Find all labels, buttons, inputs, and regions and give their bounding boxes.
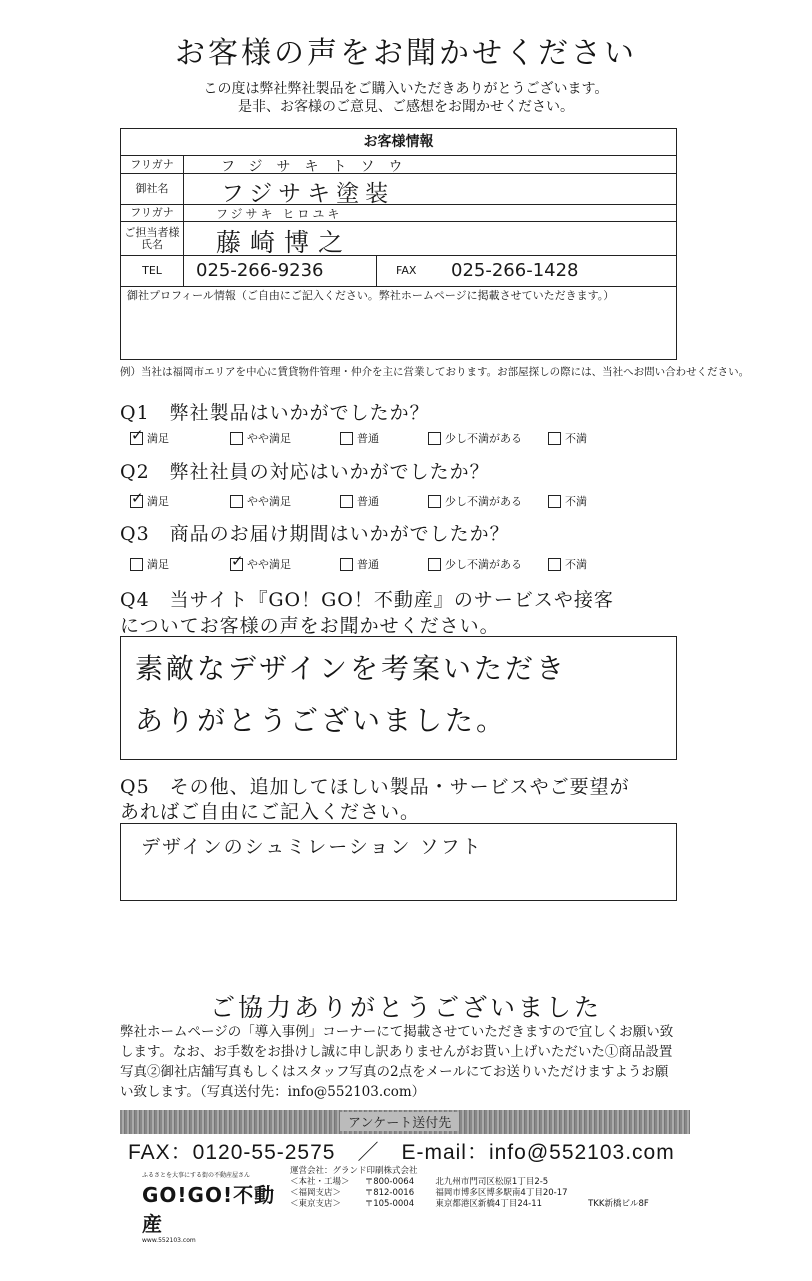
closing-line-4: い致します。（写真送付先：info@552103.com）: [120, 1084, 426, 1100]
person-name-row: [121, 222, 676, 256]
q2-text: Q2 弊社社員の対応はいかがでしたか？: [120, 461, 490, 483]
q2-checkbox-4[interactable]: [428, 495, 441, 508]
company-furigana-row: [121, 156, 676, 174]
q2-option-2: やや満足: [247, 495, 291, 508]
q2-option-5: 不満: [565, 495, 587, 508]
company-info: [290, 1166, 649, 1210]
q4-line-2: についてお客様の声をお聞かせください。: [120, 615, 500, 637]
q5-line-2: あればご自由にご記入ください。: [120, 801, 421, 823]
q4-line-1: Q4 当サイト『GO！GO！不動産』のサービスや接客: [120, 589, 614, 611]
page-title: お客様の声をお聞かせください: [175, 36, 637, 71]
company-label: 御社名: [121, 174, 184, 204]
q2-option-3: 普通: [357, 495, 379, 508]
q3-checkbox-1[interactable]: [130, 558, 143, 571]
info-header: お客様情報: [121, 129, 676, 156]
q3-text: Q3 商品のお届け期間はいかがでしたか？: [120, 523, 510, 545]
q1-option-3: 普通: [357, 432, 379, 445]
q4-answer-line-1: 素敵なデザインを考案いただき: [135, 652, 568, 685]
intro-line-2: 是非、お客様のご意見、ご感想をお聞かせください。: [238, 99, 574, 115]
company-furigana-value[interactable]: フジサキトソウ: [221, 159, 417, 175]
intro-line-1: この度は弊社弊社製品をご購入いただきありがとうございます。: [203, 81, 609, 97]
q3-option-1: 満足: [147, 558, 169, 571]
furigana2-label: フリガナ: [121, 205, 184, 221]
q4-answer-box[interactable]: [120, 636, 677, 760]
q2-checkbox-5[interactable]: [548, 495, 561, 508]
logo: [142, 1170, 280, 1244]
q3-option-2: やや満足: [247, 558, 291, 571]
logo-url: www.552103.com: [142, 1237, 196, 1244]
q1-checkbox-5[interactable]: [548, 432, 561, 445]
fax-label: FAX: [396, 264, 417, 277]
q3-checkbox-5[interactable]: [548, 558, 561, 571]
tel-value[interactable]: 025-266-9236: [196, 260, 324, 281]
q3-option-5: 不満: [565, 558, 587, 571]
closing-text: [120, 1022, 680, 1102]
tel-label: TEL: [121, 256, 184, 286]
company-operator: 運営会社：グランド印刷株式会社: [290, 1166, 418, 1176]
example-note: 例）当社は福岡市エリアを中心に賃貸物件管理・仲介を主に営業しております。お部屋探しの際には、当社へお問い合わせください。: [120, 366, 750, 378]
q2-option-1: 満足: [147, 495, 169, 508]
closing-line-3: 写真②御社店舗写真もしくはスタッフ写真の2点をメールにてお送りいただけますようお願: [120, 1064, 669, 1080]
q1-option-5: 不満: [565, 432, 587, 445]
closing-line-2: します。なお、お手数をお掛けし誠に申し訳ありませんがお貰い上げいただいた①商品設置: [120, 1044, 673, 1060]
profile-area[interactable]: [121, 287, 676, 359]
q3-checkbox-3[interactable]: [340, 558, 353, 571]
strip-label: アンケート送付先: [340, 1112, 459, 1131]
q5-answer-box[interactable]: [120, 823, 677, 901]
q2-checkbox-3[interactable]: [340, 495, 353, 508]
company-row-3: ＜東京支店＞ 〒105-0004 東京都港区新橋4丁目24-11 TKK新橋ビル8F: [290, 1199, 649, 1209]
send-to-strip: [120, 1110, 690, 1134]
q2-option-4: 少し不満がある: [445, 495, 522, 508]
q1-option-4: 少し不満がある: [445, 432, 522, 445]
q3-checkbox-4[interactable]: [428, 558, 441, 571]
q5-line-1: Q5 その他、追加してほしい製品・サービスやご要望が: [120, 776, 630, 798]
q2-checkbox-2[interactable]: [230, 495, 243, 508]
q5-answer: デザインのシュミレーション ソフト: [141, 836, 483, 858]
person-furigana-row: [121, 205, 676, 222]
company-name-value[interactable]: フジサキ塗装: [221, 181, 395, 207]
q1-checkbox-1[interactable]: [130, 432, 143, 445]
company-row-1: ＜本社・工場＞ 〒800-0064 北九州市門司区松原1丁目2-5: [290, 1177, 549, 1187]
customer-info-table: [120, 128, 677, 360]
q1-option-2: やや満足: [247, 432, 291, 445]
q1-text: Q1 弊社製品はいかがでしたか？: [120, 402, 430, 424]
company-row-2: ＜福岡支店＞ 〒812-0016 福岡市博多区博多駅南4丁目20-17: [290, 1188, 568, 1198]
furigana-label: フリガナ: [121, 156, 184, 173]
contact-line[interactable]: FAX：0120-55-2575 ／ E-mail：info@552103.com: [128, 1141, 675, 1164]
thanks-heading: ご協力ありがとうございました: [209, 993, 602, 1022]
profile-label: 御社プロフィール情報（ご自由にご記入ください。弊社ホームページに掲載させていただきます。）: [127, 289, 615, 302]
q1-checkbox-3[interactable]: [340, 432, 353, 445]
q3-checkbox-2[interactable]: [230, 558, 243, 571]
fax-value[interactable]: 025-266-1428: [451, 260, 579, 281]
person-furigana-value[interactable]: フジサキ ヒロユキ: [216, 207, 343, 221]
q3-option-3: 普通: [357, 558, 379, 571]
q2-checkbox-1[interactable]: [130, 495, 143, 508]
logo-tagline: ふるさとを大事にする街の不動産屋さん: [142, 1172, 251, 1179]
q1-option-1: 満足: [147, 432, 169, 445]
q4-answer-line-2: ありがとうございました。: [135, 704, 508, 737]
closing-line-1: 弊社ホームページの「導入事例」コーナーにて掲載させていただきますので宜しくお願い致: [120, 1024, 674, 1040]
logo-name: GO!GO!不動産: [142, 1183, 276, 1236]
person-label: ご担当者様氏名: [121, 222, 184, 255]
company-name-row: [121, 174, 676, 205]
q3-option-4: 少し不満がある: [445, 558, 522, 571]
q1-checkbox-4[interactable]: [428, 432, 441, 445]
person-name-value[interactable]: 藤崎博之: [216, 228, 353, 257]
q1-checkbox-2[interactable]: [230, 432, 243, 445]
tel-fax-row: [121, 256, 676, 287]
